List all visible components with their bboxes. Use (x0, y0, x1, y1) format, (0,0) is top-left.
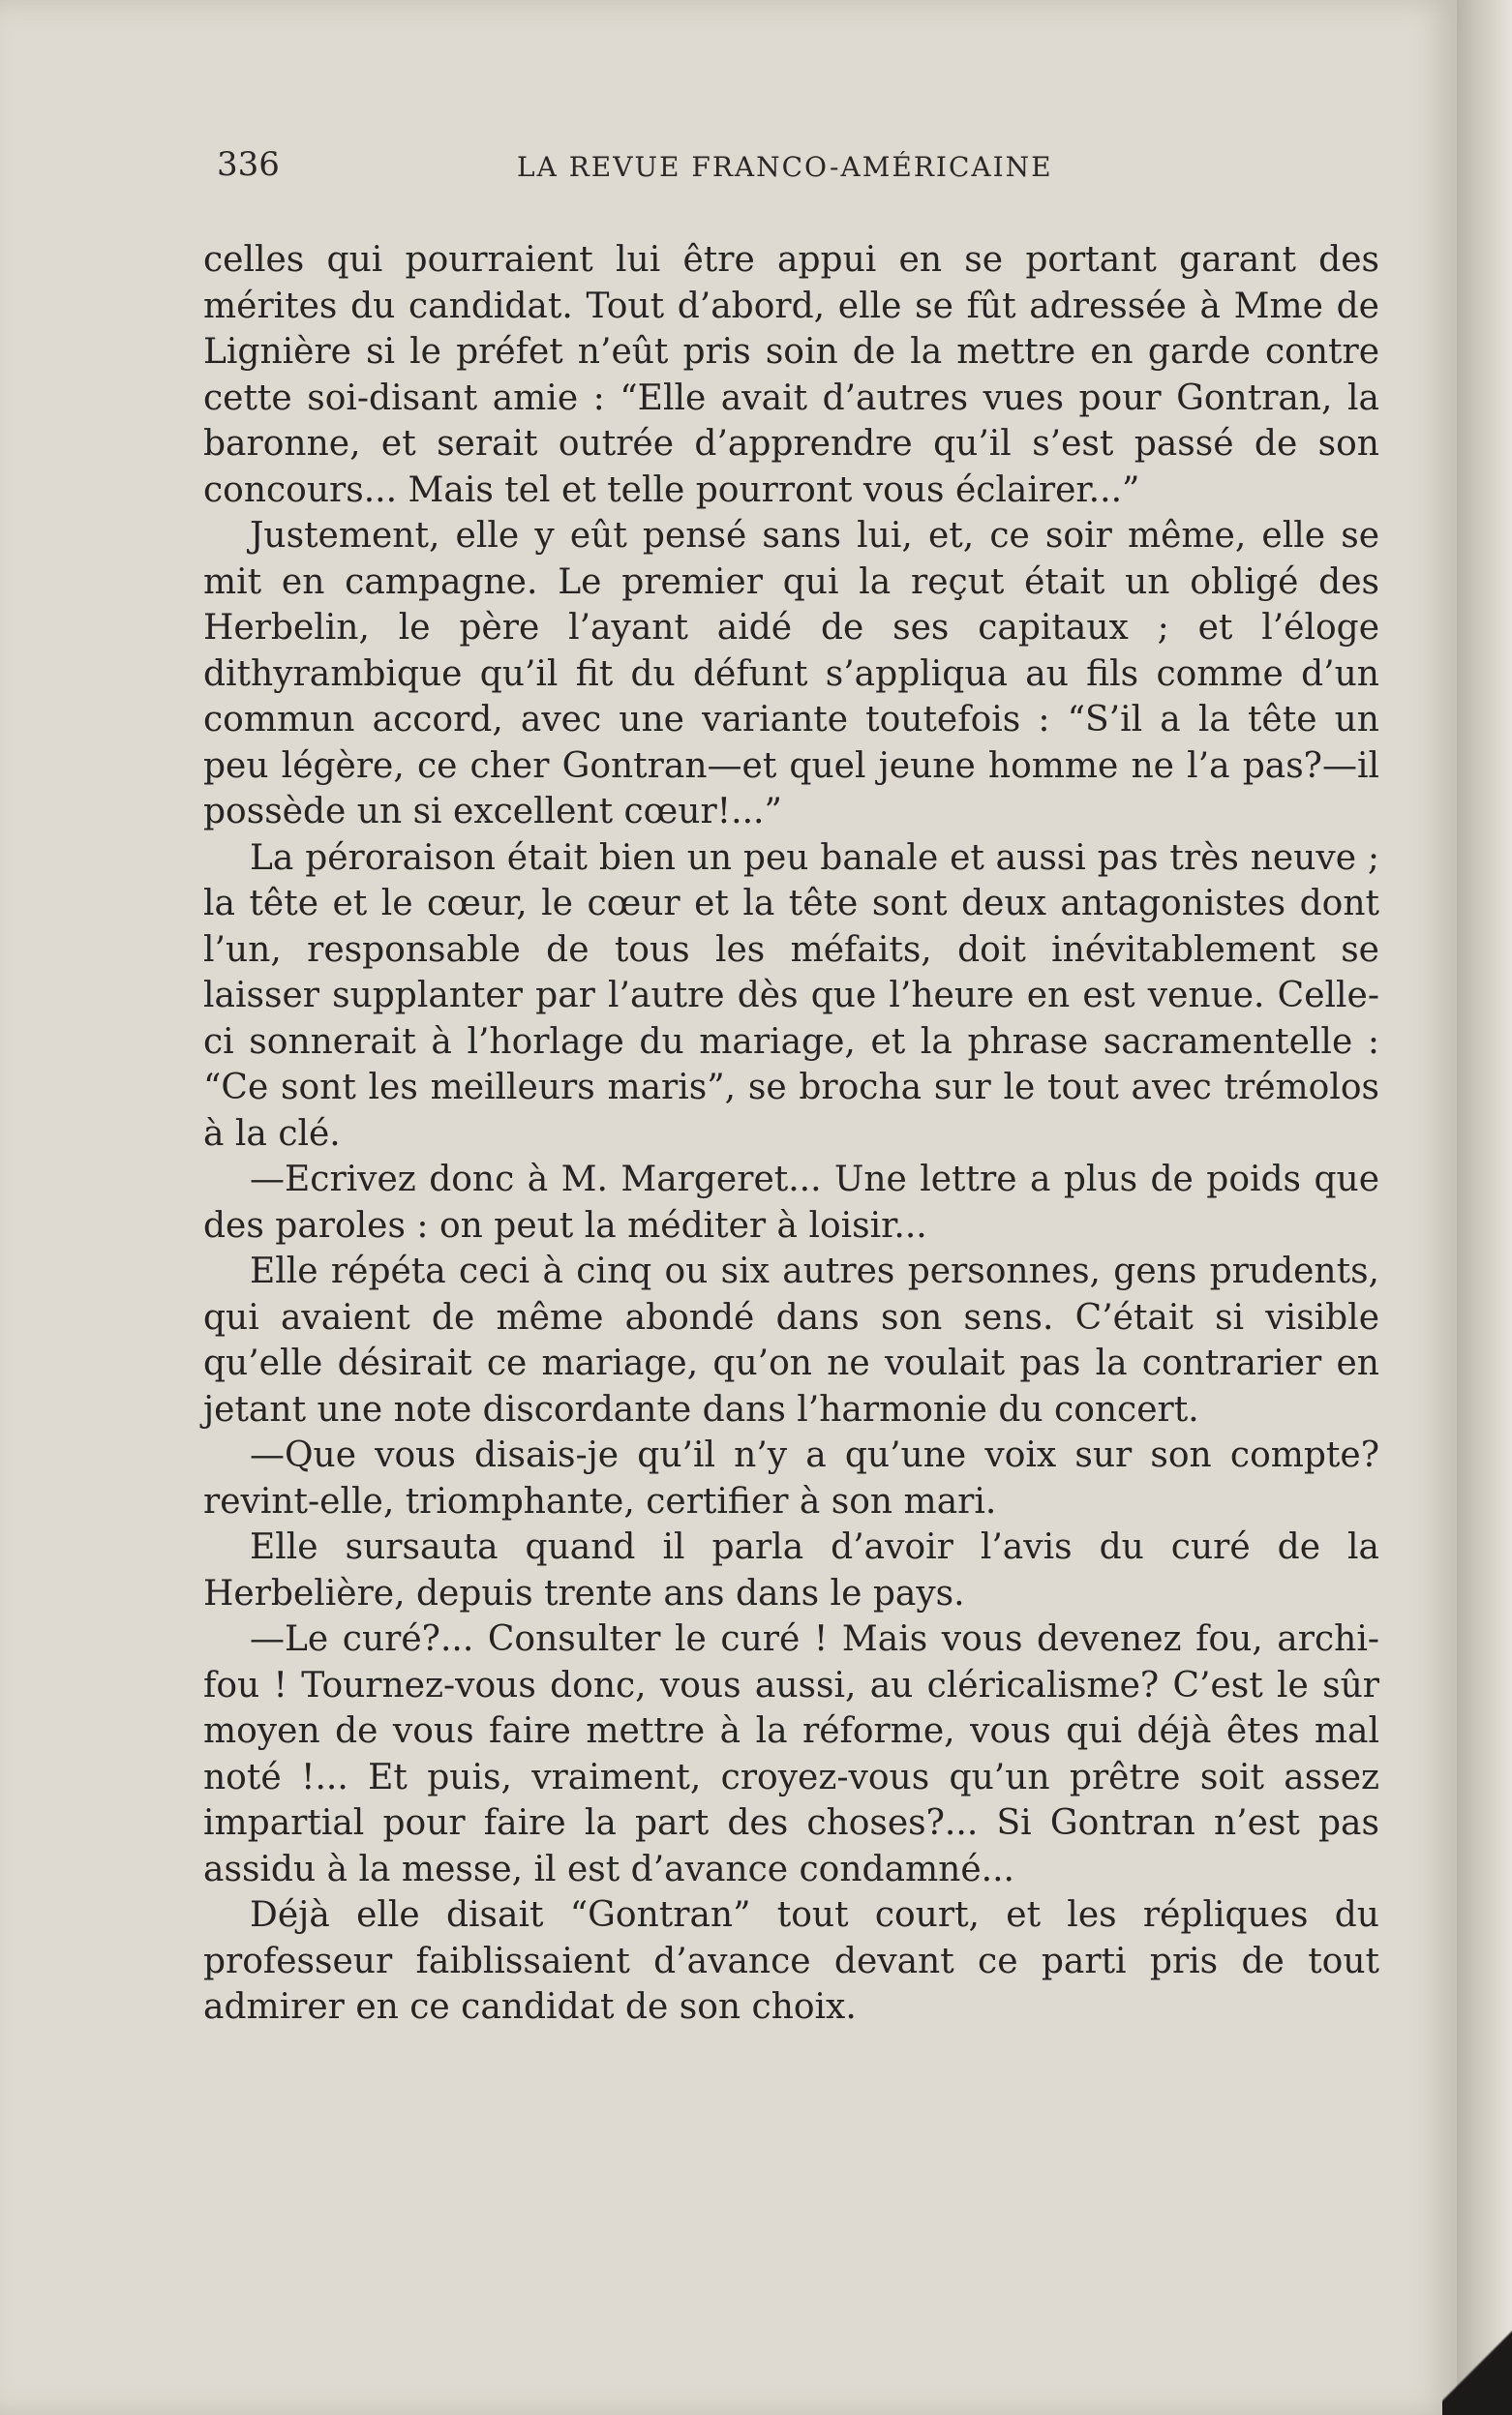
page-header (217, 145, 1378, 184)
page-corner-shadow (1442, 2313, 1512, 2415)
page-number: 336 (217, 145, 280, 184)
running-title: LA REVUE FRANCO-AMÉRICAINE (517, 151, 1053, 183)
paragraph: —Le curé?... Consulter le curé ! Mais vous devenez fou, archi-fou ! Tournez-vous donc, vous aussi, au cléricalisme? C’est le sûr moyen de vous faire mettre à la réforme, vous qui déjà êtes mal noté !... Et puis, vraiment, croyez-vous qu’un prêtre soit assez impartial pour faire la part des choses?... Si Gontran n’est pas assidu à la messe, il est d’avance condamné... (203, 1619, 1379, 1889)
body-text (203, 237, 1379, 2031)
paragraph: —Ecrivez donc à M. Margeret... Une lettre a plus de poids que des paroles : on peut la méditer à loisir... (203, 1160, 1379, 1246)
paragraph: Elle répéta ceci à cinq ou six autres personnes, gens prudents, qui avaient de même abondé dans son sens. C’était si visible qu’elle désirait ce mariage, qu’on ne voulait pas la contrarier en jetant une note discordante dans l’harmonie du concert. (203, 1252, 1379, 1430)
page-edge (1457, 0, 1512, 2415)
paragraph: celles qui pourraient lui être appui en se portant garant des mérites du candidat. Tout d’abord, elle se fût adressée à Mme de Lignière si le préfet n’eût pris soin de la mettre en garde contre cette soi-disant amie : “Elle avait d’autres vues pour Gontran, la baronne, et serait outrée d’apprendre qu’il s’est passé de son concours... Mais tel et telle pourront vous éclairer...” (203, 240, 1379, 510)
paragraph: Justement, elle y eût pensé sans lui, et, ce soir même, elle se mit en campagne. Le premier qui la reçut était un obligé des Herbelin, le père l’ayant aidé de ses capitaux ; et l’éloge dithyrambique qu’il fit du défunt s’appliqua au fils comme d’un commun accord, avec une variante toutefois : “S’il a la tête un peu légère, ce cher Gontran—et quel jeune homme ne l’a pas?—il possède un si excellent cœur!...” (203, 516, 1379, 831)
paragraph: —Que vous disais-je qu’il n’y a qu’une voix sur son compte? revint-elle, triomphante, certifier à son mari. (203, 1435, 1379, 1522)
paragraph: Déjà elle disait “Gontran” tout court, et les répliques du professeur faiblissaient d’avance devant ce parti pris de tout admirer en ce candidat de son choix. (203, 1895, 1379, 2027)
paragraph: La péroraison était bien un peu banale et aussi pas très neuve ; la tête et le cœur, le cœur et la tête sont deux antagonistes dont l’un, responsable de tous les méfaits, doit inévitablement se laisser supplanter par l’autre dès que l’heure en est venue. Celle-ci sonnerait à l’horlage du mariage, et la phrase sacramentelle : “Ce sont les meilleurs maris”, se brocha sur le tout avec trémolos à la clé. (203, 837, 1379, 1154)
paragraph: Elle sursauta quand il parla d’avoir l’avis du curé de la Herbelière, depuis trente ans dans le pays. (203, 1527, 1379, 1614)
